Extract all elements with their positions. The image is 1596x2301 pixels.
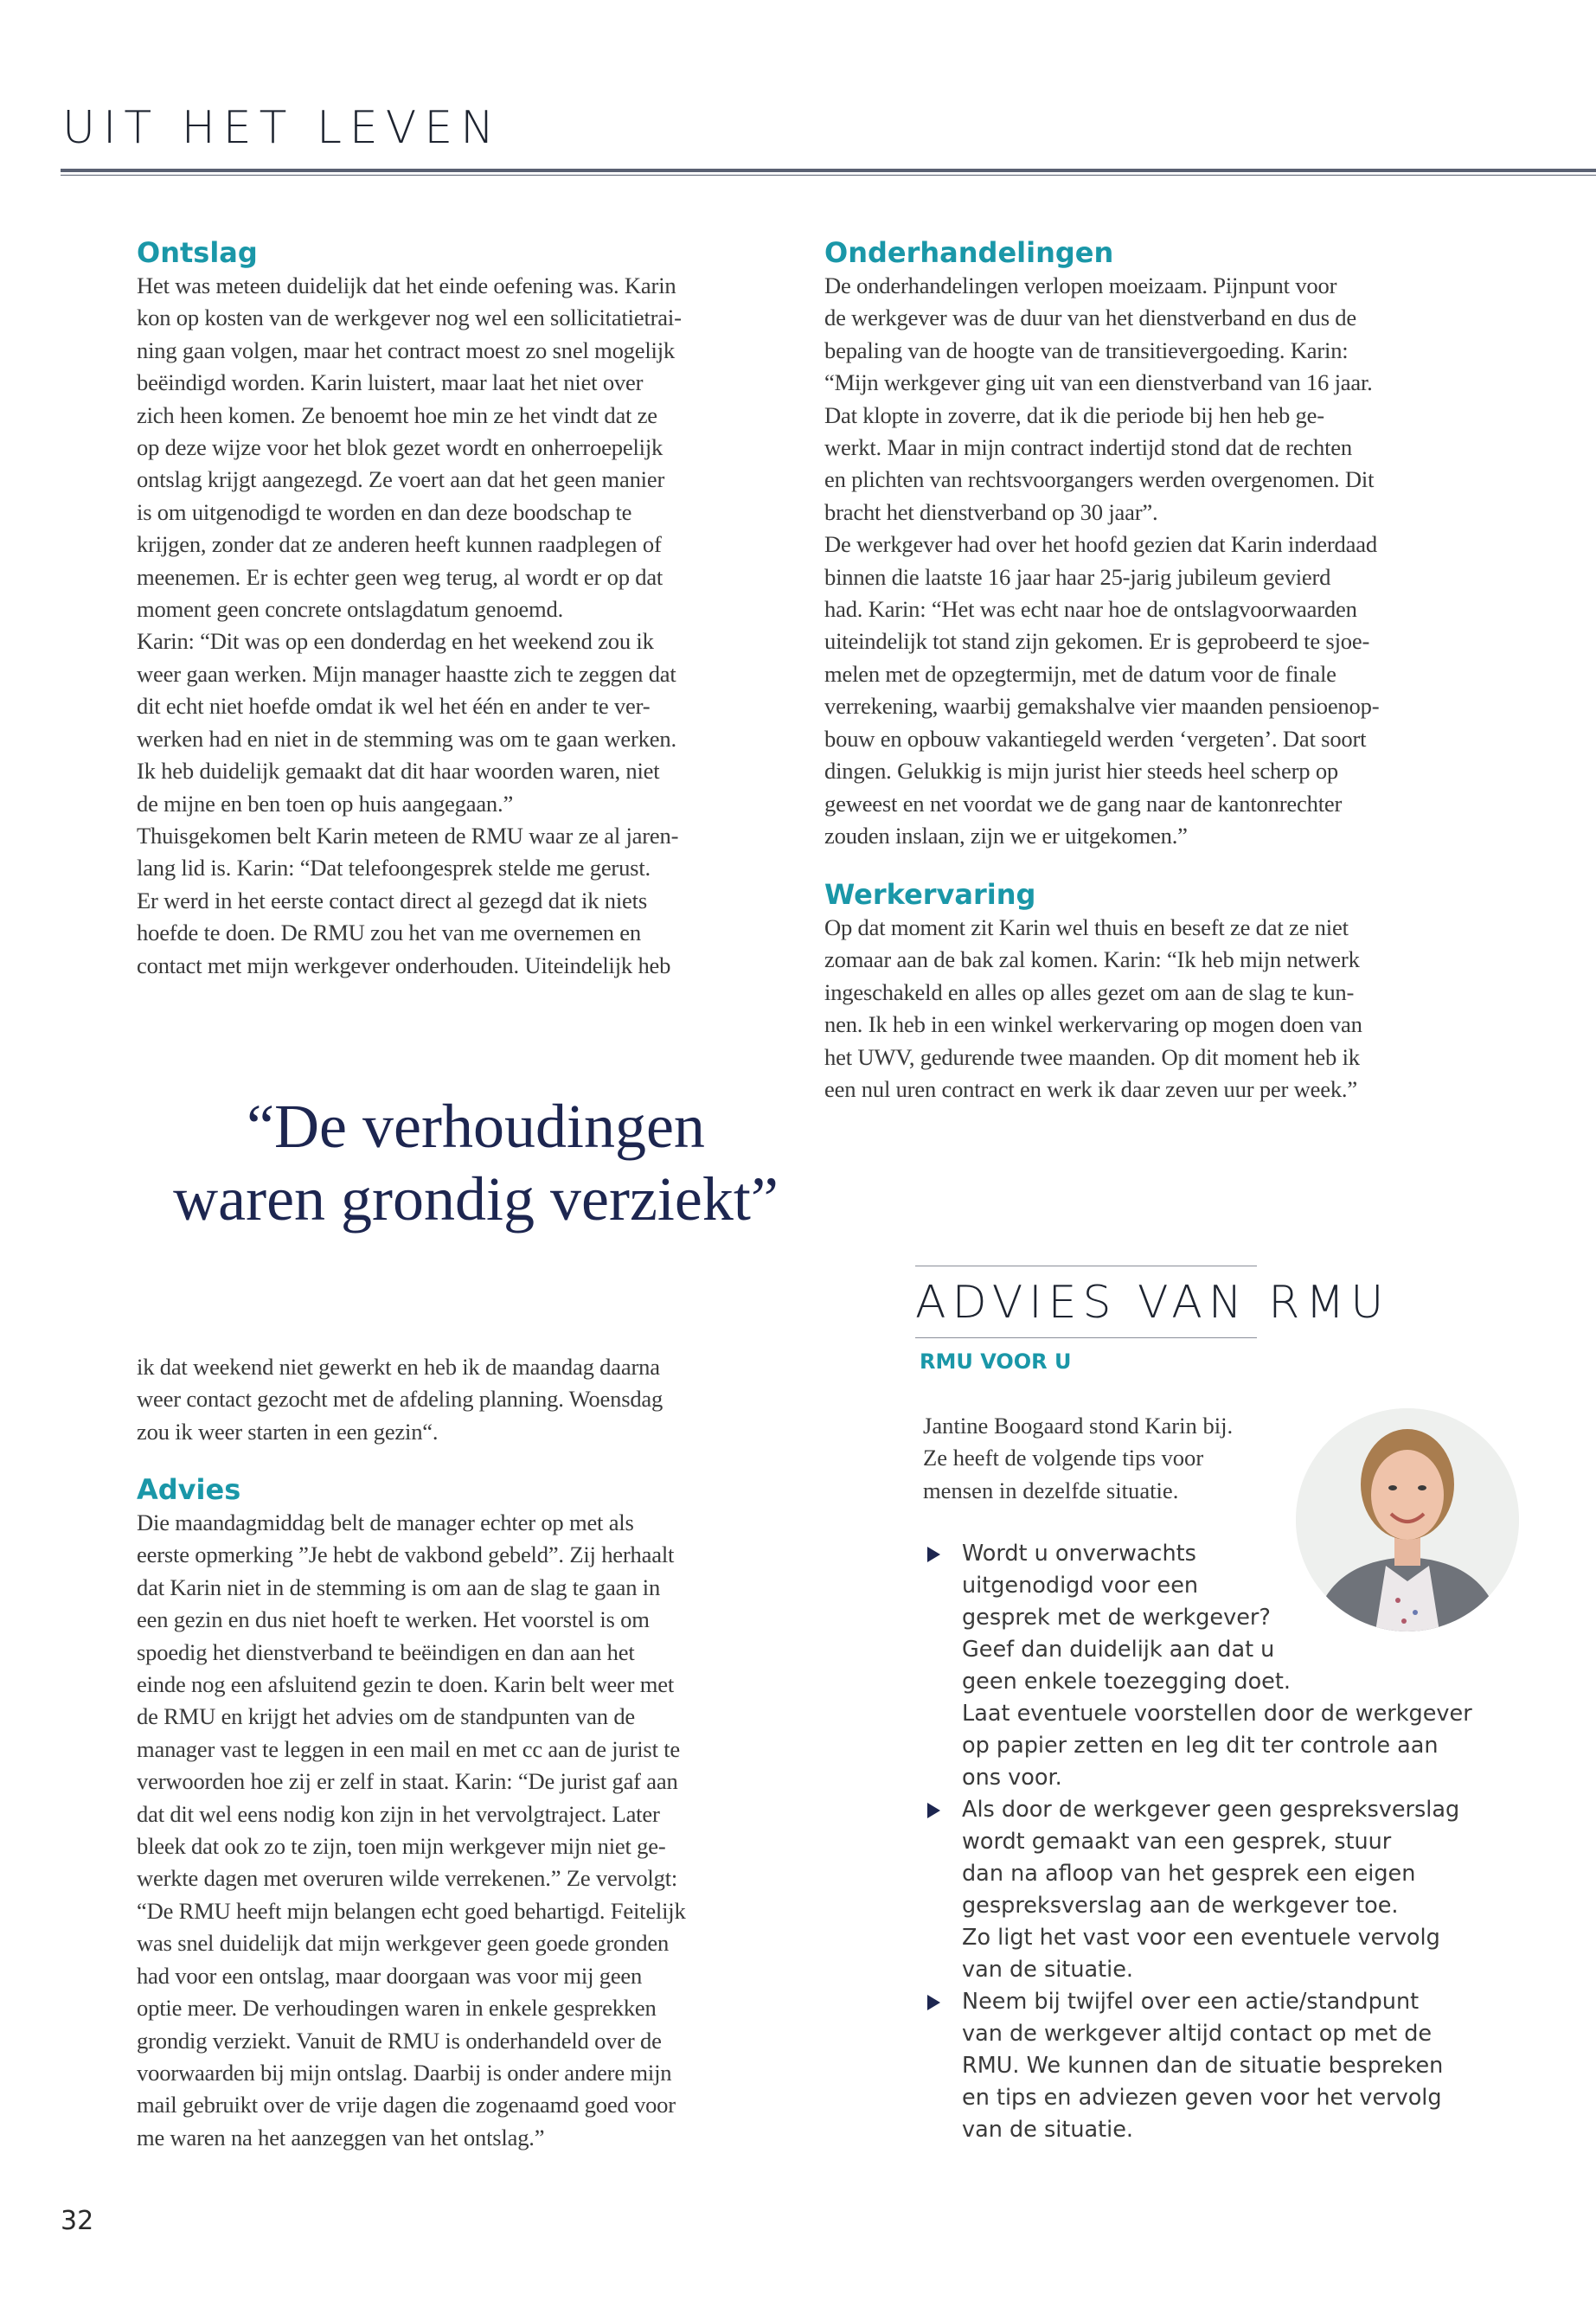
text-line: eerste opmerking ”Je hebt de vakbond gebeld”. Zij herhaalt [137,1541,675,1568]
section-title: UIT HET LEVEN [62,102,503,154]
text-line: dat dit wel eens nodig kon zijn in het vervolgtraject. Later [137,1800,660,1827]
advies-rmu-rule-bottom [915,1337,1257,1338]
text-line: Die maandagmiddag belt de manager echter op met als [137,1509,634,1535]
text-line: werken had en niet in de stemming was om te gaan werken. [137,725,676,752]
text-line: Jantine Boogaard stond Karin bij. [923,1413,1234,1439]
text-line: ingeschakeld en alles op alles gezet om aan de slag te kun- [824,978,1355,1005]
advies-rmu-title: ADVIES VAN RMU [915,1277,1390,1329]
ontslag-text [137,270,768,982]
text-line: en plichten van rechtsvoorgangers werden overgenomen. Dit [824,466,1375,493]
text-line: “De RMU heeft mijn belangen echt goed behartigd. Feitelijk [137,1897,686,1924]
header-rule [61,169,1596,172]
tip-item [926,1794,1514,1986]
text-line: dan na afloop van het gesprek een eigen [962,1861,1416,1887]
text-line: grondig verziekt. Vanuit de RMU is onderhandeld over de [137,2027,662,2054]
onderhandelingen-text [824,270,1447,852]
tip-text [962,1538,1514,1794]
text-line: had. Karin: “Het was echt naar hoe de ontslagvoorwaarden [824,596,1357,623]
text-line: weer contact gezocht met de afdeling planning. Woensdag [137,1386,663,1413]
text-line: het UWV, gedurende twee maanden. Op dit moment heb ik [824,1043,1360,1070]
text-line: Neem bij twijfel over een actie/standpunt [962,1989,1420,2015]
text-line: was snel duidelijk dat mijn werkgever geen goede gronden [137,1930,670,1957]
text-line: gespreksverslag aan de werkgever toe. [962,1893,1399,1919]
werkervaring-text [824,912,1447,1106]
text-line: de werkgever was de duur van het dienstverband en dus de [824,304,1357,331]
text-line: bepaling van de hoogte van de transitievergoeding. Karin: [824,336,1349,363]
text-line: voorwaarden bij mijn ontslag. Daarbij is onder andere mijn [137,2059,672,2086]
text-line: bouw en opbouw vakantiegeld werden ‘vergeten’. Dat soort [824,725,1367,752]
tip-item [926,1986,1514,2146]
text-line: wordt gemaakt van een gesprek, stuur [962,1829,1392,1855]
text-line: Laat eventuele voorstellen door de werkgever [962,1701,1472,1727]
text-line: en tips en adviezen geven voor het vervolg [962,2085,1442,2111]
tip-text [962,1794,1514,1986]
text-line: mail gebruikt over de vrije dagen die zogenaamd goed voor [137,2092,676,2118]
text-line: werkt. Maar in mijn contract indertijd stond dat de rechten [824,434,1352,461]
text-line: hoefde te doen. De RMU zou het van me overnemen en [137,920,641,946]
text-line: geweest en net voordat we de gang naar de kantonrechter [824,790,1343,817]
page-number: 32 [61,2206,94,2236]
text-line: ning gaan volgen, maar het contract moest zo snel mogelijk [137,336,676,363]
text-line: verwoorden hoe zij er zelf in staat. Karin: “De jurist gaf aan [137,1768,678,1795]
text-line: de RMU en krijgt het advies om de standpunten van de [137,1703,636,1730]
text-line: meenemen. Er is echter geen weg terug, al wordt er op dat [137,563,663,590]
text-line: manager vast te leggen in een mail en met cc aan de jurist te [137,1735,680,1762]
text-line: van de werkgever altijd contact op met de [962,2021,1433,2047]
pull-quote-line: “De verhoudingen [247,1092,705,1161]
text-line: Ze heeft de volgende tips voor [923,1445,1204,1471]
tip-item [926,1538,1514,1794]
text-line: op papier zetten en leg dit ter controle aan [962,1733,1439,1759]
text-line: lang lid is. Karin: “Dat telefoongesprek stelde me gerust. [137,855,651,881]
text-line: van de situatie. [962,1957,1133,1983]
advies-rmu-intro [923,1410,1304,1507]
werkervaring-heading: Werkervaring [824,878,1036,911]
text-line: werkte dagen met overuren wilde verrekenen.” Ze vervolgt: [137,1865,678,1892]
text-line: De onderhandelingen verlopen moeizaam. Pijnpunt voor [824,272,1337,298]
text-line: Thuisgekomen belt Karin meteen de RMU waar ze al jaren- [137,822,679,849]
text-line: een nul uren contract en werk ik daar zeven uur per week.” [824,1076,1357,1103]
ontslag-section [137,235,768,982]
triangle-bullet-icon [927,1547,940,1562]
ontslag-heading: Ontslag [137,236,258,269]
tips-list [926,1538,1514,2146]
text-line: contact met mijn werkgever onderhouden. Uiteindelijk heb [137,952,671,978]
text-line: RMU. We kunnen dan de situatie bespreken [962,2053,1444,2079]
continuation-text [137,1351,768,1448]
text-line: Er werd in het eerste contact direct al gezegd dat ik niets [137,887,647,913]
text-line: binnen die laatste 16 jaar haar 25-jarig jubileum gevierd [824,563,1331,590]
text-line: dat Karin niet in de stemming is om aan de slag te gaan in [137,1574,661,1600]
advies-heading: Advies [137,1473,241,1506]
text-line: een gezin en dus niet hoeft te werken. Het voorstel is om [137,1606,650,1633]
text-line: krijgen, zonder dat ze anderen heeft kunnen raadplegen of [137,531,662,558]
text-line: moment geen concrete ontslagdatum genoemd. [137,596,564,623]
tip-text [962,1986,1514,2146]
text-line: nen. Ik heb in een winkel werkervaring op mogen doen van [824,1011,1362,1038]
text-line: Karin: “Dit was op een donderdag en het weekend zou ik [137,628,654,655]
text-line: Ik heb duidelijk gemaakt dat dit haar woorden waren, niet [137,758,660,785]
text-line: zich heen komen. Ze benoemt hoe min ze het vindt dat ze [137,401,657,428]
text-line: Geef dan duidelijk aan dat u [962,1637,1275,1663]
text-line: bleek dat ook zo te zijn, toen mijn werkgever mijn niet ge- [137,1833,666,1860]
text-line: geen enkele toezegging doet. [962,1669,1291,1695]
text-line: van de situatie. [962,2117,1133,2143]
pull-quote-line: waren grondig verziekt” [173,1164,779,1234]
text-line: gesprek met de werkgever? [962,1605,1271,1631]
text-line: dit echt niet hoefde omdat ik wel het één en ander te ver- [137,693,651,720]
text-line: Wordt u onverwachts [962,1541,1196,1567]
text-line: bracht het dienstverband op 30 jaar”. [824,498,1158,525]
text-line: weer gaan werken. Mijn manager haastte zich te zeggen dat [137,660,676,687]
text-line: Dat klopte in zoverre, dat ik die periode bij hen heb ge- [824,401,1324,428]
text-line: melen met de opzegtermijn, met de datum voor de finale [824,660,1336,687]
text-line: zomaar aan de bak zal komen. Karin: “Ik heb mijn netwerk [824,946,1360,973]
triangle-bullet-icon [927,1803,940,1818]
text-line: Als door de werkgever geen gespreksverslag [962,1797,1460,1823]
text-line: ontslag krijgt aangezegd. Ze voert aan dat het geen manier [137,466,665,493]
advies-section [137,1472,768,2154]
text-line: me waren na het aanzeggen van het ontslag.” [137,2124,545,2150]
text-line: uiteindelijk tot stand zijn gekomen. Er is geprobeerd te sjoe- [824,628,1370,655]
text-line: “Mijn werkgever ging uit van een dienstverband van 16 jaar. [824,369,1373,396]
onderhandelingen-heading: Onderhandelingen [824,236,1114,269]
text-line: ons voor. [962,1765,1062,1791]
text-line: kon op kosten van de werkgever nog wel een sollicitatietrai- [137,304,682,331]
advies-rmu-subtitle: RMU VOOR U [920,1349,1072,1374]
header-rule-thin [61,175,1596,176]
text-line: De werkgever had over het hoofd gezien dat Karin inderdaad [824,531,1377,558]
text-line: mensen in dezelfde situatie. [923,1477,1179,1503]
text-line: zouden inslaan, zijn we er uitgekomen.” [824,822,1188,849]
text-line: zou ik weer starten in een gezin“. [137,1418,439,1445]
text-line: op deze wijze voor het blok gezet wordt en onherroepelijk [137,434,663,461]
text-line: Het was meteen duidelijk dat het einde oefening was. Karin [137,272,676,298]
text-line: spoedig het dienstverband te beëindigen en dan aan het [137,1638,635,1665]
triangle-bullet-icon [927,1995,940,2010]
pull-quote [121,1090,830,1235]
onderhandelingen-section [824,235,1447,852]
text-line: optie meer. De verhoudingen waren in enkele gesprekken [137,1995,657,2022]
advies-text [137,1507,768,2154]
text-line: had voor een ontslag, maar doorgaan was voor mij geen [137,1962,643,1989]
text-line: einde nog een afsluitend gezin te doen. Karin belt weer met [137,1671,675,1698]
text-line: dingen. Gelukkig is mijn jurist hier steeds heel scherp op [824,758,1339,785]
text-line: Op dat moment zit Karin wel thuis en beseft ze dat ze niet [824,914,1349,940]
text-line: verrekening, waarbij gemakshalve vier maanden pensioenop- [824,693,1380,720]
text-line: is om uitgenodigd te worden en dan deze boodschap te [137,498,632,525]
text-line: beëindigd worden. Karin luistert, maar laat het niet over [137,369,644,396]
text-line: Zo ligt het vast voor een eventuele vervolg [962,1925,1440,1951]
text-line: de mijne en ben toen op huis aangegaan.” [137,790,514,817]
werkervaring-section [824,877,1447,1106]
text-line: ik dat weekend niet gewerkt en heb ik de maandag daarna [137,1354,660,1380]
text-line: uitgenodigd voor een [962,1573,1199,1599]
